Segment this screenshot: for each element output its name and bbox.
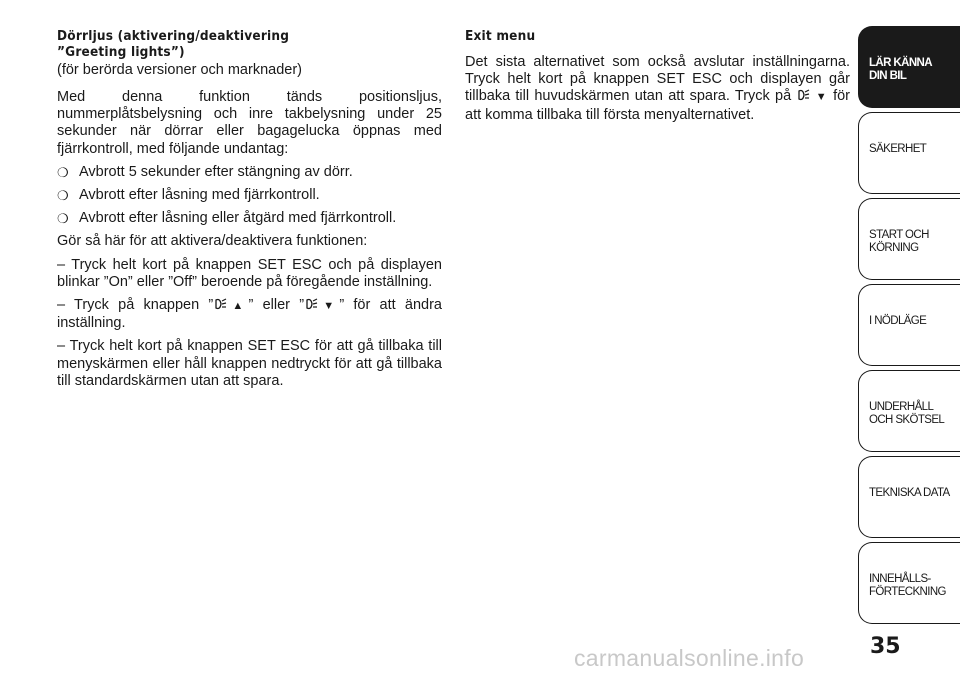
tab-tekniska-data[interactable] bbox=[858, 456, 960, 538]
intro-paragraph: Med denna funktion tänds positionsljus, nummerplåtsbelysning och inre takbelysning under 25 sekunder när dörrar eller bagagelucka öppnas med fjärrkontroll, med följande undantag: bbox=[57, 89, 442, 157]
list-item bbox=[57, 210, 442, 227]
tab-sakerhet[interactable] bbox=[858, 112, 960, 194]
tab-start-och-korning[interactable] bbox=[858, 198, 960, 280]
circle-bullet-icon: ❍ bbox=[57, 188, 69, 204]
tab-innehallsforteckning[interactable] bbox=[858, 542, 960, 624]
tab-lar-kanna-din-bil[interactable] bbox=[858, 26, 960, 108]
list-item-text: Avbrott 5 sekunder efter stängning av dörr. bbox=[79, 163, 353, 180]
tab-i-nodlage[interactable] bbox=[858, 284, 960, 366]
light-symbol-icon bbox=[796, 88, 810, 102]
left-column bbox=[57, 28, 442, 390]
arrow-down-icon: ▼ bbox=[318, 300, 340, 313]
light-symbol-down-icon bbox=[304, 297, 318, 311]
tab-label: LÄR KÄNNA DIN BIL bbox=[869, 57, 932, 82]
circle-bullet-icon: ❍ bbox=[57, 164, 69, 180]
tab-label: INNEHÅLLS- FÖRTECKNING bbox=[869, 573, 946, 598]
arrow-up-icon: ▲ bbox=[227, 300, 249, 313]
tab-label: SÄKERHET bbox=[869, 143, 927, 155]
chapter-tabs bbox=[858, 26, 960, 628]
list-item-text: Avbrott efter låsning med fjärrkontroll. bbox=[79, 187, 320, 204]
step-3: – Tryck helt kort på knappen SET ESC för att gå tillbaka till menyskärmen eller håll knappen nedtryckt för att gå tillbaka till standardskärmen utan att spara. bbox=[57, 338, 442, 389]
tab-label: I NÖDLÄGE bbox=[869, 315, 927, 327]
list-item bbox=[57, 164, 442, 181]
list-item-text: Avbrott efter låsning eller åtgärd med fjärrkontroll. bbox=[79, 210, 397, 227]
step-2-text-c: ” för att ändra inställning. bbox=[57, 297, 442, 332]
watermark: carmanualsonline.info bbox=[574, 645, 805, 671]
howto-paragraph: Gör så här för att aktivera/deaktivera funktionen: bbox=[57, 233, 368, 250]
step-1: – Tryck helt kort på knappen SET ESC och på displayen blinkar ”On” eller ”Off” beroende på föregående inställning. bbox=[57, 256, 442, 290]
exit-menu-text-b: för att komma tillbaka till första menyalternativet. bbox=[465, 88, 851, 123]
exit-menu-text-a: Det sista alternativet som också avslutar inställningarna. Tryck helt kort på knappen SET ESC och displayen går tillbaka till huvudskärmen utan att spara. Tryck på bbox=[465, 54, 850, 105]
section-heading-exit-menu: Exit menu bbox=[465, 28, 536, 44]
tab-underhall-och-skotsel[interactable] bbox=[858, 370, 960, 452]
tab-label: UNDERHÅLL OCH SKÖTSEL bbox=[869, 401, 945, 426]
page-number: 35 bbox=[870, 634, 901, 659]
arrow-down-icon: ▼ bbox=[815, 91, 828, 104]
section-heading-greeting-lights bbox=[57, 28, 442, 60]
tab-label: START OCH KÖRNING bbox=[869, 229, 929, 254]
heading-line-1: Dörrljus (aktivering/deaktivering bbox=[57, 28, 290, 44]
subheading: (för berörda versioner och marknader) bbox=[57, 62, 302, 78]
step-2-text-a: – Tryck på knappen ” bbox=[57, 297, 214, 314]
step-2-text-b: ” eller ” bbox=[248, 297, 305, 314]
right-column bbox=[465, 28, 850, 124]
heading-line-2: ”Greeting lights”) bbox=[57, 44, 185, 60]
tab-label: TEKNISKA DATA bbox=[869, 487, 950, 499]
step-2 bbox=[57, 297, 442, 332]
circle-bullet-icon: ❍ bbox=[57, 211, 69, 227]
exit-menu-paragraph bbox=[465, 54, 850, 124]
list-item bbox=[57, 187, 442, 204]
light-symbol-up-icon bbox=[213, 297, 227, 311]
